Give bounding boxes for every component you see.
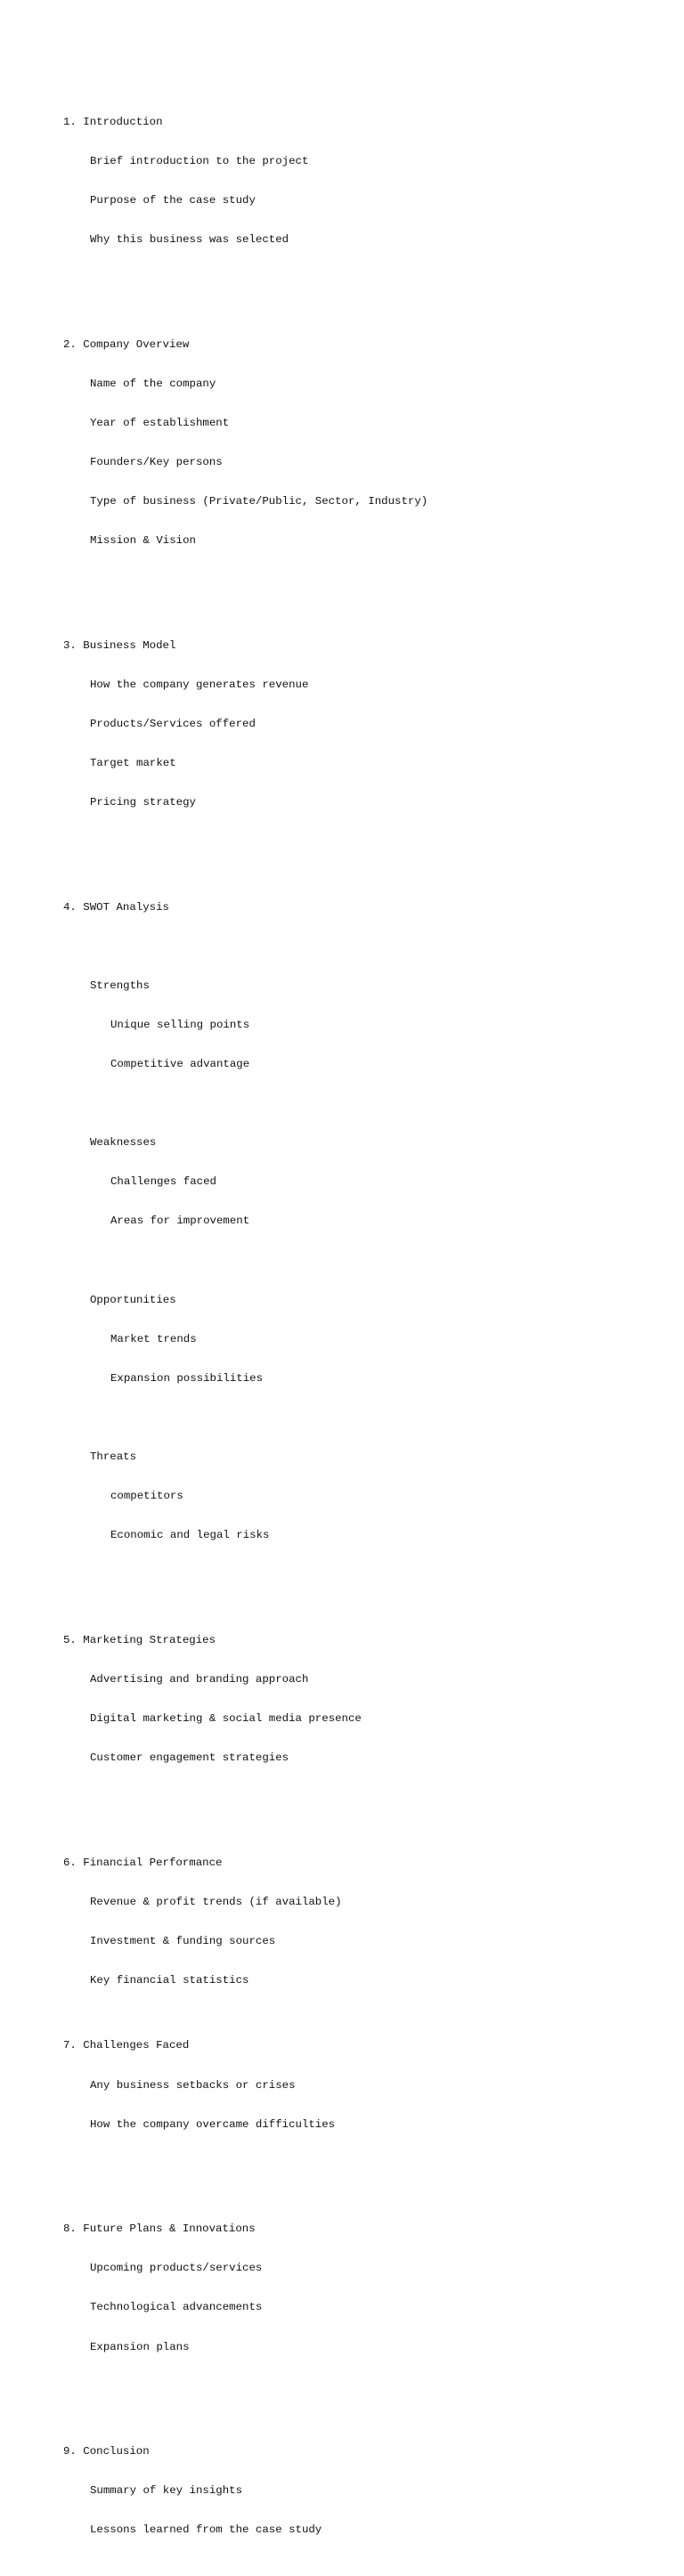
- outline-item: Brief introduction to the project: [90, 154, 309, 167]
- outline-subitem: Unique selling points: [110, 1019, 250, 1031]
- section-heading: 3. Business Model: [63, 638, 176, 652]
- outline-item: How the company generates revenue: [90, 678, 309, 691]
- outline-item: Name of the company: [90, 377, 216, 390]
- blank-line: [63, 940, 651, 954]
- blank-line: [63, 1255, 651, 1268]
- outline-item: Customer engagement strategies: [90, 1751, 289, 1765]
- section-heading: 1. Introduction: [63, 115, 163, 128]
- blank-line: [63, 573, 651, 587]
- outline-item: Revenue & profit trends (if available): [90, 1895, 342, 1908]
- section-heading: 5. Marketing Strategies: [63, 1633, 216, 1646]
- blank-line: [63, 1791, 651, 1804]
- outline-item: Pricing strategy: [90, 796, 196, 809]
- section-heading: 6. Financial Performance: [63, 1856, 223, 1869]
- blank-line: [63, 1411, 651, 1425]
- outline-subitem: Market trends: [110, 1332, 197, 1345]
- section-heading: 9. Conclusion: [63, 2445, 150, 2458]
- swot-subheading: Strengths: [90, 979, 150, 992]
- case-study-outline: [63, 63, 651, 2576]
- blank-line: [63, 2158, 651, 2171]
- outline-item: How the company overcame difficulties: [90, 2117, 336, 2131]
- section-heading: 7. Challenges Faced: [63, 2039, 190, 2052]
- outline-item: Founders/Key persons: [90, 455, 223, 468]
- outline-item: Mission & Vision: [90, 534, 196, 548]
- swot-subheading: Opportunities: [90, 1293, 176, 1306]
- outline-item: Expansion plans: [90, 2340, 190, 2353]
- outline-item: Summary of key insights: [90, 2484, 243, 2498]
- outline-item: Investment & funding sources: [90, 1934, 276, 1947]
- outline-subitem: Competitive advantage: [110, 1058, 250, 1071]
- outline-item: Upcoming products/services: [90, 2262, 263, 2275]
- swot-subheading: Threats: [90, 1451, 137, 1464]
- swot-subheading: Weaknesses: [90, 1136, 157, 1150]
- section-heading: 4. SWOT Analysis: [63, 900, 169, 914]
- outline-item: Digital marketing & social media presence: [90, 1712, 362, 1725]
- outline-item: Target market: [90, 757, 176, 770]
- outline-item: Any business setbacks or crises: [90, 2078, 296, 2092]
- outline-item: Products/Services offered: [90, 717, 256, 730]
- section-heading: 8. Future Plans & Innovations: [63, 2223, 256, 2236]
- blank-line: [63, 2380, 651, 2393]
- outline-subitem: Areas for improvement: [110, 1215, 250, 1228]
- blank-line: [63, 272, 651, 286]
- blank-line: [63, 1097, 651, 1110]
- outline-item: Lessons learned from the case study: [90, 2523, 322, 2537]
- outline-item: Key financial statistics: [90, 1973, 249, 1987]
- outline-item: Year of establishment: [90, 416, 230, 429]
- outline-subitem: Expansion possibilities: [110, 1371, 264, 1385]
- outline-subitem: Challenges faced: [110, 1175, 216, 1189]
- outline-item: Purpose of the case study: [90, 194, 256, 207]
- blank-line: [63, 835, 651, 849]
- blank-line: [63, 1568, 651, 1581]
- outline-item: Technological advancements: [90, 2301, 263, 2314]
- outline-item: Advertising and branding approach: [90, 1672, 309, 1686]
- outline-item: Type of business (Private/Public, Sector, Industry): [90, 495, 428, 508]
- outline-subitem: competitors: [110, 1490, 183, 1503]
- section-heading: 2. Company Overview: [63, 337, 190, 351]
- outline-subitem: Economic and legal risks: [110, 1529, 270, 1542]
- outline-item: Why this business was selected: [90, 233, 289, 247]
